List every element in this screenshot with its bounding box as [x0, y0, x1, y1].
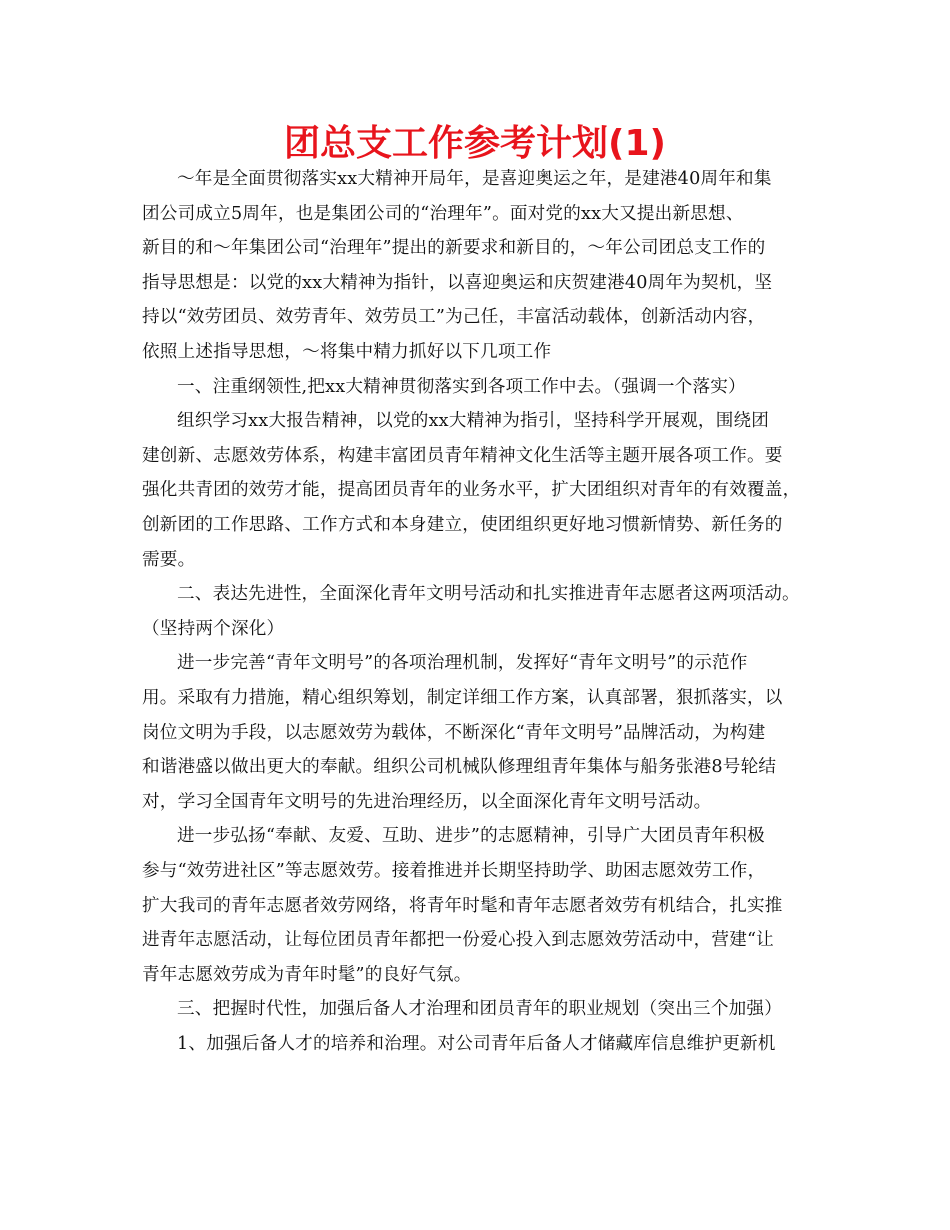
paragraph-line: 二、表达先进性，全面深化青年文明号活动和扎实推进青年志愿者这两项活动。: [177, 584, 800, 605]
paragraph-line: 强化共青团的效劳才能，提高团员青年的业务水平，扩大团组织对青年的有效覆盖，: [142, 480, 801, 501]
paragraph-line: 扩大我司的青年志愿者效劳网络，将青年时髦和青年志愿者效劳有机结合，扎实推: [142, 895, 783, 916]
paragraph-line: 建创新、志愿效劳体系，构建丰富团员青年精神文化生活等主题开展各项工作。要: [142, 445, 783, 466]
paragraph-line: ～年是全面贯彻落实xx大精神开局年，是喜迎奥运之年，是建港40周年和集: [177, 169, 772, 189]
paragraph-line: 创新团的工作思路、工作方式和本身建立，使团组织更好地习惯新情势、新任务的: [142, 515, 783, 535]
paragraph-line: 进一步弘扬“奉献、友爱、互助、进步”的志愿精神，引导广大团员青年积极: [177, 826, 765, 847]
paragraph-line: 进青年志愿活动，让每位团员青年都把一份爱心投入到志愿效劳活动中，营建“让: [142, 930, 774, 951]
paragraph-line: 组织学习xx大报告精神，以党的xx大精神为指引，坚持科学开展观，围绕团: [177, 411, 770, 432]
paragraph-line: 和谐港盛以做出更大的奉献。组织公司机械队修理组青年集体与船务张港8号轮结: [142, 757, 777, 778]
paragraph-line: 进一步完善“青年文明号”的各项治理机制，发挥好“青年文明号”的示范作: [177, 653, 748, 674]
paragraph-line: 持以“效劳团员、效劳青年、效劳员工”为己任，丰富活动载体，创新活动内容，: [142, 307, 766, 328]
paragraph-line: 对，学习全国青年文明号的先进治理经历，以全面深化青年文明号活动。: [142, 791, 712, 812]
paragraph-line: 依照上述指导思想，～将集中精力抓好以下几项工作: [142, 342, 552, 362]
paragraph-line: 参与“效劳进社区”等志愿效劳。接着推进并长期坚持助学、助困志愿效劳工作，: [142, 861, 766, 881]
paragraph-line: 用。采取有力措施，精心组织筹划，制定详细工作方案，认真部署，狠抓落实，以: [142, 688, 783, 708]
paragraph-line: 需要。: [142, 549, 196, 570]
paragraph-line: （坚持两个深化）: [142, 618, 285, 639]
paragraph-line: 1、加强后备人才的培养和治理。对公司青年后备人才储藏库信息维护更新机: [177, 1034, 776, 1054]
paragraph-line: 一、注重纲领性,把xx大精神贯彻落实到各项工作中去。（强调一个落实）: [177, 376, 746, 397]
paragraph-line: 团公司成立5周年，也是集团公司的“治理年”。面对党的xx大又提出新思想、: [142, 203, 744, 224]
paragraph-line: 新目的和～年集团公司“治理年”提出的新要求和新目的，～年公司团总支工作的: [142, 238, 766, 259]
document-title: 团总支工作参考计划(1): [284, 123, 666, 164]
paragraph-line: 指导思想是：以党的xx大精神为指针，以喜迎奥运和庆贺建港40周年为契机，坚: [142, 272, 773, 293]
paragraph-line: 岗位文明为手段，以志愿效劳为载体，不断深化“青年文明号”品牌活动，为构建: [142, 722, 766, 743]
paragraph-line: 三、把握时代性，加强后备人才治理和团员青年的职业规划（突出三个加强）: [177, 999, 782, 1020]
paragraph-line: 青年志愿效劳成为青年时髦”的良好气氛。: [142, 964, 472, 985]
